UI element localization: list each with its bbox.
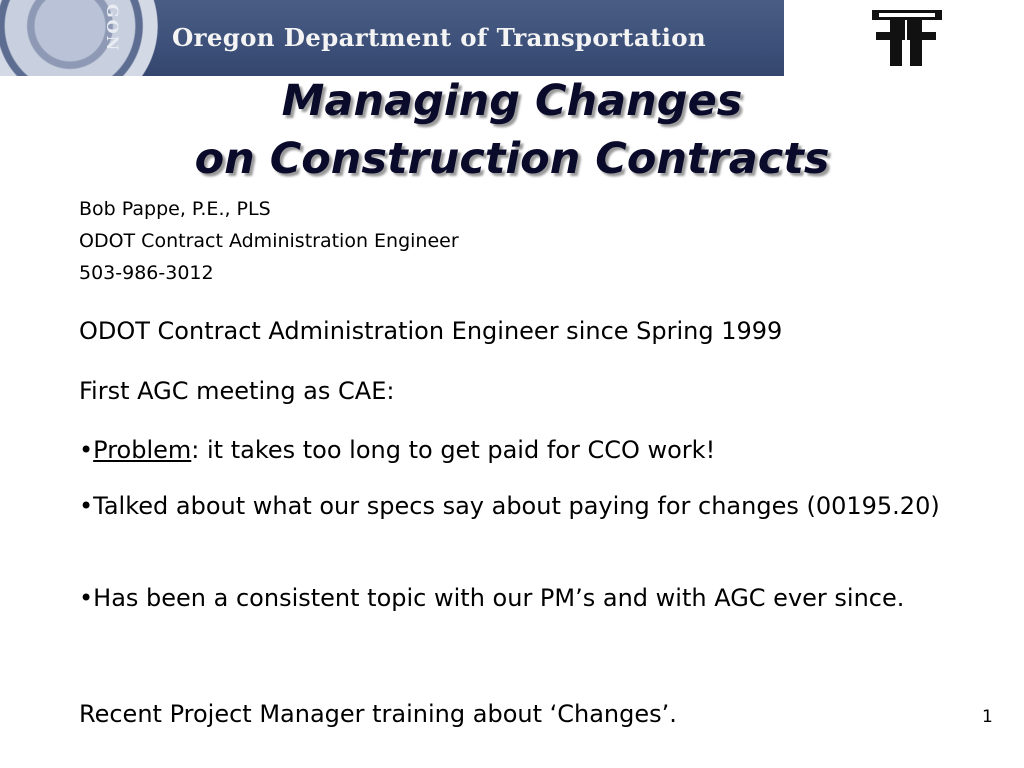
presenter-name: Bob Pappe, P.E., PLS — [79, 198, 271, 220]
bullet-topic: •Has been a consistent topic with our PM’s and with AGC ever since. — [79, 584, 905, 612]
page-number: 1 — [982, 707, 993, 727]
title-line-2: on Construction Contracts — [194, 134, 830, 184]
presenter-role: ODOT Contract Administration Engineer — [79, 230, 459, 252]
agency-name: Oregon Department of Transportation — [172, 23, 706, 52]
bullet-marker: • — [79, 436, 94, 464]
agency-banner — [0, 0, 784, 76]
bullet-problem — [79, 433, 959, 467]
slide-title — [0, 72, 1024, 188]
paragraph-first-meeting: First AGC meeting as CAE: — [79, 377, 395, 405]
state-seal-icon — [0, 0, 158, 76]
closing-line: Recent Project Manager training about ‘Changes’. — [79, 700, 677, 728]
presenter-info — [79, 193, 459, 289]
paragraph-tenure: ODOT Contract Administration Engineer since Spring 1999 — [79, 317, 783, 345]
seal-lettering: GON — [103, 4, 122, 53]
problem-text: : it takes too long to get paid for CCO work! — [191, 436, 716, 464]
title-line-1: Managing Changes — [281, 76, 743, 126]
problem-term: Problem — [93, 436, 192, 464]
presenter-phone: 503-986-3012 — [79, 262, 214, 284]
bullet-specs: •Talked about what our specs say about paying for changes (00195.20) — [79, 492, 940, 520]
odot-logo-icon — [866, 4, 946, 72]
